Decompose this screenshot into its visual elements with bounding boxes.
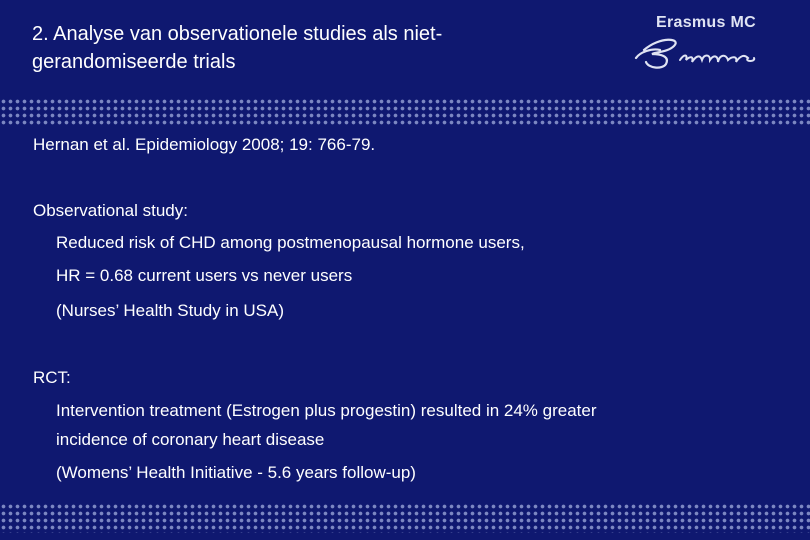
rct-line-3: (Womens’ Health Initiative - 5.6 years follow-up) bbox=[56, 463, 416, 482]
rct-line-2: incidence of coronary heart disease bbox=[56, 430, 325, 449]
observational-heading: Observational study: bbox=[33, 201, 188, 220]
citation-text: Hernan et al. Epidemiology 2008; 19: 766-79. bbox=[33, 135, 376, 154]
logo-wordmark: Erasmus MC bbox=[656, 14, 756, 31]
observational-line-3: (Nurses’ Health Study in USA) bbox=[56, 301, 285, 320]
rct-heading: RCT: bbox=[33, 368, 71, 387]
observational-line-2: HR = 0.68 current users vs never users bbox=[56, 266, 353, 285]
observational-line-1: Reduced risk of CHD among postmenopausal hormone users, bbox=[56, 233, 525, 252]
slide-title: 2. Analyse van observationele studies als niet- gerandomiseerde trials bbox=[32, 23, 443, 73]
dotted-divider-bottom bbox=[0, 503, 810, 533]
rct-line-1: Intervention treatment (Estrogen plus progestin) resulted in 24% greater bbox=[56, 401, 597, 420]
